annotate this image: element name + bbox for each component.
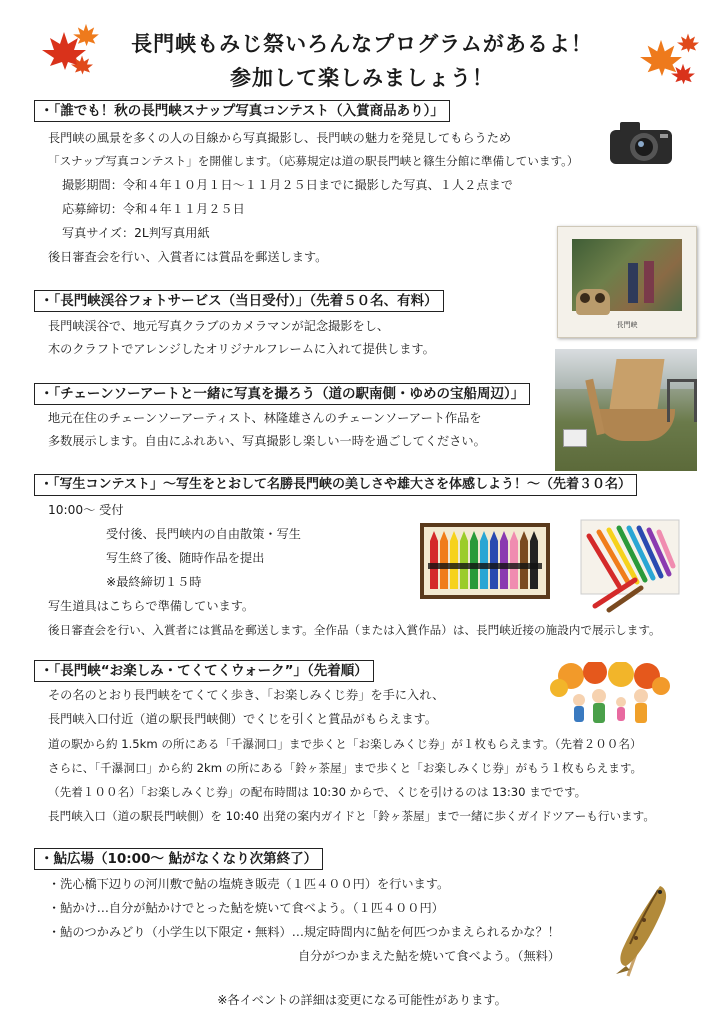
- body-text: 受付後、長門峡内の自由散策・写生: [106, 527, 301, 541]
- body-text: 写真サイズ：2L判写真用紙: [62, 226, 210, 240]
- section-heading-ayu-plaza: ・鮎広場（10:00～ 鮎がなくなり次第終了）: [34, 848, 323, 870]
- body-text: 応募締切：令和４年１１月２５日: [62, 202, 245, 216]
- section-heading-photo-service: ・「長門峡渓谷フォトサービス（当日受付）」（先着５０名、有料）: [34, 290, 444, 312]
- page-title: 長門峡もみじ祭いろんなプログラムがあるよ！: [131, 32, 593, 56]
- body-text: 写生道具はこちらで準備しています。: [48, 599, 255, 613]
- frame-caption: 長門峡: [616, 321, 638, 329]
- body-text: 道の駅から約 1.5km の所にある「千瀑洞口」まで歩くと「お楽しみくじ券」が１枚もらえます。（先着２００名）: [48, 737, 642, 751]
- colored-pencils-icon: [575, 516, 687, 614]
- section-heading-sketch-contest: ・「写生コンテスト」～写生をとおして名勝長門峡の美しさや雄大さを体感しよう！～（先着３０名）: [34, 474, 637, 496]
- camera-icon: [606, 118, 676, 168]
- body-text: 自分がつかまえた鮎を焼いて食べよう。（無料）: [298, 949, 561, 963]
- body-text: その名のとおり長門峡をてくてく歩き、「お楽しみくじ券」を手に入れ、: [48, 688, 445, 702]
- chainsaw-art-photo: [555, 349, 697, 471]
- body-text: 後日審査会を行い、入賞者には賞品を郵送します。: [48, 250, 328, 264]
- body-text: 長門峡入口（道の駅長門峡側）を 10:40 出発の案内ガイドと「鈴ヶ茶屋」まで一緒に歩くガイドツアーも行います。: [48, 809, 655, 823]
- page-subtitle: 参加して楽しみましょう！: [230, 66, 494, 90]
- body-text: ・鮎のつかみどり（小学生以下限定・無料）…規定時間内に鮎を何匹つかまえられるかな？！: [48, 925, 560, 939]
- body-text: ・鮎かけ…自分が鮎かけでとった鮎を焼いて食べよう。（１匹４００円）: [48, 901, 444, 915]
- body-text: 木のクラフトでアレンジしたオリジナルフレームに入れて提供します。: [48, 342, 435, 356]
- body-text: さらに、「千瀑洞口」から約 2km の所にある「鈴ヶ茶屋」まで歩くと「お楽しみくじ券」がもう１枚もらえます。: [48, 761, 643, 775]
- body-text: 長門峡入口付近（道の駅長門峡側）でくじを引くと賞品がもらえます。: [48, 712, 438, 726]
- crayon-box-icon: [420, 523, 550, 599]
- body-text: 地元在住のチェーンソーアーティスト、林隆雄さんのチェーンソーアート作品を: [48, 411, 482, 425]
- body-text: ・洗心橋下辺りの河川敷で鮎の塩焼き販売（１匹４００円）を行います。: [48, 877, 450, 891]
- body-text: 長門峡の風景を多くの人の目線から写真撮影し、長門峡の魅力を発見してもらうため: [48, 131, 512, 145]
- body-text: 多数展示します。自由にふれあい、写真撮影し楽しい一時を過ごしてください。: [48, 434, 486, 448]
- footer-note: ※各イベントの詳細は変更になる可能性があります。: [217, 993, 507, 1007]
- body-text: ※最終締切１５時: [106, 575, 202, 589]
- body-text: 「スナップ写真コンテスト」を開催します。（応募規定は道の駅長門峡と篠生分館に準備しています。）: [48, 154, 579, 168]
- body-text: 長門峡渓谷で、地元写真クラブのカメラマンが記念撮影をし、: [48, 319, 390, 333]
- body-text: 写生終了後、随時作品を提出: [106, 551, 265, 565]
- family-walking-illustration: [549, 662, 671, 730]
- photo-frame-image: [557, 226, 697, 338]
- section-heading-chainsaw-art: ・「チェーンソーアートと一緒に写真を撮ろう（道の駅南側・ゆめの宝船周辺）」: [34, 383, 530, 405]
- section-heading-photo-contest: ・「誰でも！秋の長門峡スナップ写真コンテスト（入賞商品あり）」: [34, 100, 450, 122]
- body-text: 撮影期間：令和４年１０月１日～１１月２５日までに撮影した写真、１人２点まで: [62, 178, 513, 192]
- section-heading-walk: ・「長門峡“お楽しみ・てくてくウォーク”」（先着順）: [34, 660, 374, 682]
- body-text: 10:00～ 受付: [48, 503, 124, 517]
- ayu-fish-icon: [604, 880, 676, 980]
- body-text: （先着１００名）「お楽しみくじ券」の配布時間は 10:30 からで、くじを引けるのは 13:30 までです。: [48, 785, 587, 799]
- body-text: 後日審査会を行い、入賞者には賞品を郵送します。全作品（または入賞作品）は、長門峡近接の施設内で展示します。: [48, 623, 661, 637]
